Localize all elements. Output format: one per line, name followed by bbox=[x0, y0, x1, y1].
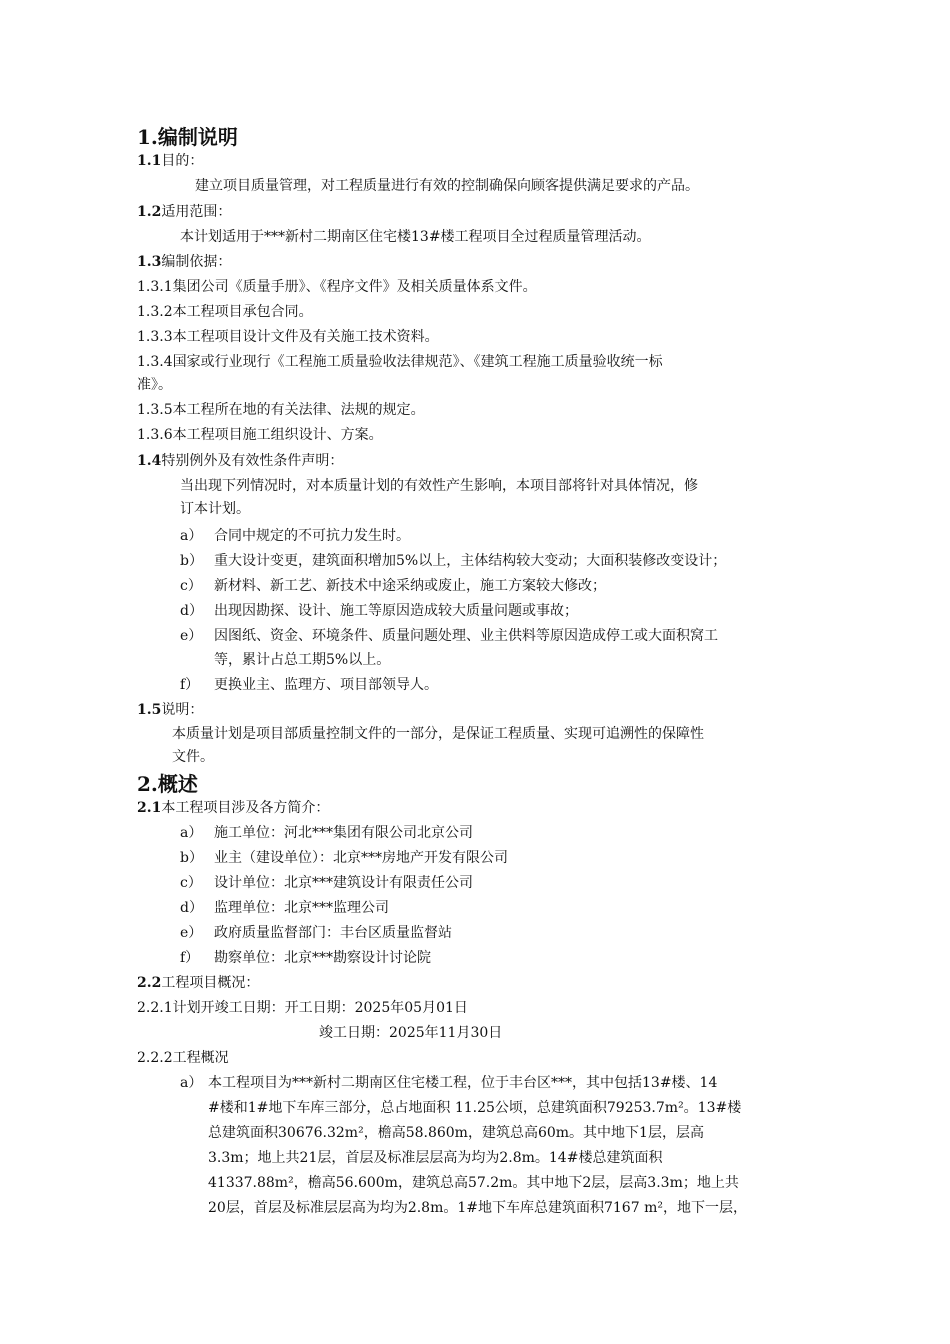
section-number: 1.3 bbox=[137, 254, 162, 270]
list-item: 1.3.1集团公司《质量手册》、《程序文件》及相关质量体系文件。 bbox=[137, 279, 537, 295]
list-text: 新材料、新工艺、新技术中途采纳或废止，施工方案较大修改； bbox=[214, 578, 606, 594]
section-2-title: 2.概述 bbox=[137, 772, 198, 796]
list-item: 1.3.4国家或行业现行《工程施工质量验收法律规范》、《建筑工程施工质量验收统一标 bbox=[137, 354, 663, 370]
list-label: a） bbox=[180, 528, 203, 544]
list-label: c） bbox=[180, 578, 202, 594]
section-number: 1.1 bbox=[137, 153, 162, 169]
section-1-2-body: 本计划适用于***新村二期南区住宅楼13#楼工程项目全过程质量管理活动。 bbox=[180, 229, 651, 245]
section-1-3-heading bbox=[137, 252, 231, 272]
overview-line: 3.3m；地上共21层，首层及标准层层高为均为2.8m。14#楼总建筑面积 bbox=[208, 1150, 663, 1166]
list-label: b） bbox=[180, 553, 203, 569]
section-heading-text: 适用范围： bbox=[161, 204, 232, 220]
list-text: 重大设计变更，建筑面积增加5%以上，主体结构较大变动；大面积装修改变设计； bbox=[214, 553, 727, 569]
section-1-4-heading bbox=[137, 451, 343, 471]
section-1-4-intro: 当出现下列情况时，对本质量计划的有效性产生影响，本项目部将针对具体情况，修 bbox=[180, 478, 698, 494]
list-text: 施工单位：河北***集团有限公司北京公司 bbox=[214, 825, 473, 841]
list-text: 出现因勘探、设计、施工等原因造成较大质量问题或事故； bbox=[214, 603, 578, 619]
section-2-2-heading bbox=[137, 973, 259, 993]
overview-line: 本工程项目为***新村二期南区住宅楼工程，位于丰台区***，其中包括13#楼、14 bbox=[208, 1075, 718, 1091]
list-label: a） bbox=[180, 825, 203, 841]
list-item-continuation: 准》。 bbox=[137, 377, 172, 393]
list-label: b） bbox=[180, 850, 203, 866]
section-heading-text: 工程项目概况： bbox=[161, 975, 260, 991]
list-item: 1.3.3本工程项目设计文件及有关施工技术资料。 bbox=[137, 329, 439, 345]
list-item bbox=[180, 576, 606, 596]
list-text: 监理单位：北京***监理公司 bbox=[214, 900, 389, 916]
list-label: d） bbox=[180, 603, 203, 619]
overview-line: 总建筑面积30676.32m²，檐高58.860m，建筑总高60m。其中地下1层，层高 bbox=[208, 1125, 704, 1141]
section-1-5-body: 本质量计划是项目部质量控制文件的一部分，是保证工程质量、实现可追溯性的保障性 bbox=[172, 726, 704, 742]
list-item: 1.3.5本工程所在地的有关法律、法规的规定。 bbox=[137, 402, 425, 418]
section-number: 2.2 bbox=[137, 975, 162, 991]
list-item bbox=[180, 948, 431, 968]
schedule-end-line: 竣工日期：2025年11月30日 bbox=[319, 1025, 503, 1041]
list-label: f） bbox=[180, 950, 200, 966]
list-label: c） bbox=[180, 875, 202, 891]
list-item bbox=[180, 823, 473, 843]
list-text: 合同中规定的不可抗力发生时。 bbox=[214, 528, 410, 544]
list-item bbox=[180, 848, 508, 868]
overview-line: 20层，首层及标准层层高为均为2.8m。1#地下车库总建筑面积7167 m²，地下一层， bbox=[208, 1200, 747, 1216]
list-item bbox=[180, 873, 473, 893]
list-text: 设计单位：北京***建筑设计有限责任公司 bbox=[214, 875, 473, 891]
project-overview-heading: 2.2.2工程概况 bbox=[137, 1050, 229, 1066]
list-item bbox=[180, 601, 578, 621]
list-text: 业主（建设单位）：北京***房地产开发有限公司 bbox=[214, 850, 508, 866]
section-1-5-body-cont: 文件。 bbox=[172, 749, 214, 765]
list-item-continuation bbox=[180, 650, 390, 670]
schedule-start-line: 2.2.1计划开竣工日期：开工日期：2025年05月01日 bbox=[137, 1000, 468, 1016]
section-1-4-intro-cont: 订本计划。 bbox=[180, 501, 250, 517]
list-text: 更换业主、监理方、项目部领导人。 bbox=[214, 677, 438, 693]
section-heading-text: 说明： bbox=[161, 702, 204, 718]
list-text: 等，累计占总工期5%以上。 bbox=[214, 652, 391, 668]
list-label: f） bbox=[180, 677, 200, 693]
section-number: 2.1 bbox=[137, 800, 162, 816]
list-text: 政府质量监督部门：丰台区质量监督站 bbox=[214, 925, 452, 941]
list-text: 勘察单位：北京***勘察设计讨论院 bbox=[214, 950, 431, 966]
overview-line: #楼和1#地下车库三部分，总占地面积 11.25公顷，总建筑面积79253.7m²。13#楼 bbox=[208, 1100, 742, 1116]
section-heading-text: 目的： bbox=[161, 153, 204, 169]
list-item bbox=[180, 898, 389, 918]
list-item: 1.3.6本工程项目施工组织设计、方案。 bbox=[137, 427, 383, 443]
section-number: 1.2 bbox=[137, 204, 162, 220]
section-heading-text: 编制依据： bbox=[161, 254, 232, 270]
list-label: a） bbox=[180, 1075, 203, 1091]
section-1-5-heading bbox=[137, 700, 203, 720]
section-heading-text: 本工程项目涉及各方简介： bbox=[161, 800, 330, 816]
list-item bbox=[180, 526, 410, 546]
list-item bbox=[180, 675, 438, 695]
section-number: 1.4 bbox=[137, 453, 162, 469]
overview-line: 41337.88m²，檐高56.600m，建筑总高57.2m。其中地下2层，层高3.3m；地上共 bbox=[208, 1175, 739, 1191]
section-2-1-heading bbox=[137, 798, 329, 818]
section-1-2-heading bbox=[137, 202, 231, 222]
list-label: e） bbox=[180, 925, 203, 941]
list-item bbox=[180, 626, 718, 646]
list-label: e） bbox=[180, 628, 203, 644]
list-item bbox=[180, 551, 726, 571]
section-number: 1.5 bbox=[137, 702, 162, 718]
section-1-title: 1.编制说明 bbox=[137, 125, 238, 149]
list-item: 1.3.2本工程项目承包合同。 bbox=[137, 304, 313, 320]
list-text: 因图纸、资金、环境条件、质量问题处理、业主供料等原因造成停工或大面积窝工 bbox=[214, 628, 718, 644]
section-1-1-body: 建立项目质量管理，对工程质量进行有效的控制确保向顾客提供满足要求的产品。 bbox=[195, 178, 699, 194]
section-heading-text: 特别例外及有效性条件声明： bbox=[161, 453, 344, 469]
list-label: d） bbox=[180, 900, 203, 916]
list-item bbox=[180, 923, 452, 943]
section-1-1-heading bbox=[137, 151, 203, 171]
